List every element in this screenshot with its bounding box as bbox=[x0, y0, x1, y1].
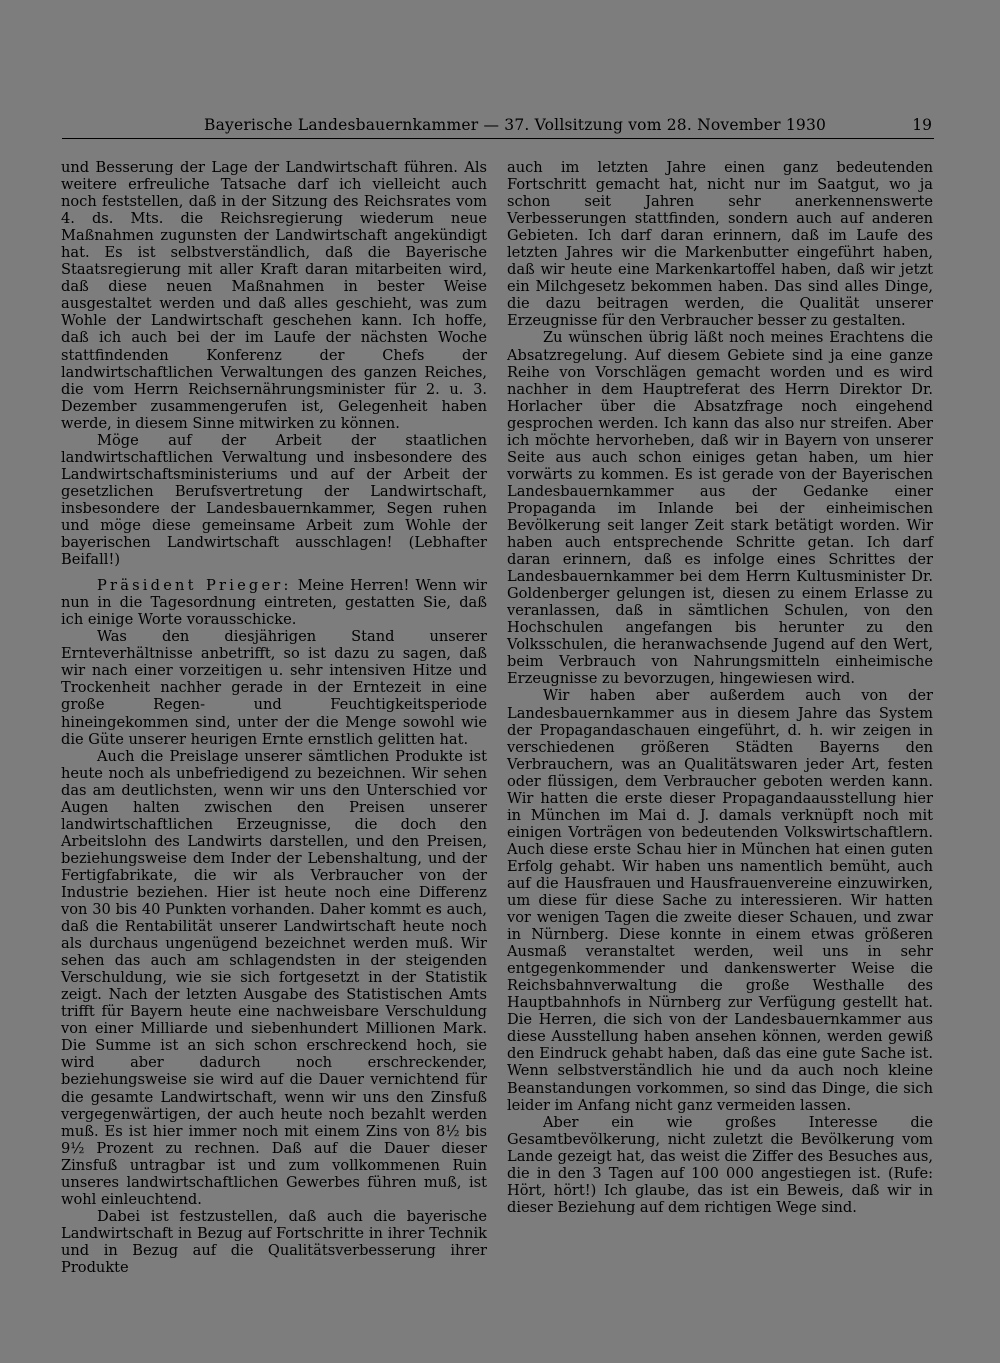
paragraph: und Besserung der Lage der Landwirtschaft führen. Als weitere erfreuliche Tatsache darf ich vielleicht auch noch feststellen, daß in der Sitzung des Reichsrates vom 4. ds. Mts. die Reichsregierung wiederum neue Maßnahmen zugunsten der Landwirtschaft angekündigt hat. Es ist selbstverständlich, daß die Bayerische Staatsregierung mit aller Kraft daran mitarbeiten wird, daß diese neuen Maßnahmen in bester Weise ausgestaltet werden und daß alles geschieht, was zum Wohle der Landwirtschaft geschehen kann. Ich hoffe, daß ich auch bei der im Laufe der nächsten Woche stattfindenden Konferenz der Chefs der landwirtschaftlichen Verwaltungen des ganzen Reiches, die vom Herrn Reichsernährungsminister für 2. u. 3. Dezember zusammengerufen ist, Gelegenheit haben werde, in diesem Sinne mitwirken zu können. bbox=[61, 159, 487, 432]
paragraph: Was den diesjährigen Stand unserer Ernteverhältnisse anbetrifft, so ist dazu zu sagen, daß wir nach einer vorzeitigen u. sehr intensiven Hitze und Trockenheit nachher gerade in der Erntezeit in eine große Regen- und Feuchtigkeitsperiode hineingekommen sind, unter der die Menge sowohl wie die Güte unserer heurigen Ernte ernstlich gelitten hat. bbox=[61, 628, 487, 748]
speaker-paragraph bbox=[61, 577, 487, 628]
left-column bbox=[61, 159, 487, 1276]
paragraph: auch im letzten Jahre einen ganz bedeutenden Fortschritt gemacht hat, nicht nur im Saatgut, wo ja schon seit Jahren sehr anerkennenswerte Verbesserungen stattfinden, sondern auch auf anderen Gebieten. Ich darf daran erinnern, daß im Laufe des letzten Jahres wir die Markenbutter eingeführt haben, daß wir heute eine Markenkartoffel haben, daß wir jetzt ein Milchgesetz bekommen haben. Das sind alles Dinge, die dazu beitragen werden, die Qualität unserer Erzeugnisse für den Verbraucher besser zu gestalten. bbox=[507, 159, 933, 330]
paragraph: Wir haben aber außerdem auch von der Landesbauernkammer aus in diesem Jahre das System der Propagandaschauen eingeführt, d. h. wir zeigen in verschiedenen größeren Städten Bayerns den Verbrauchern, was an Qualitätswaren jeder Art, festen oder flüssigen, dem Verbraucher geboten werden kann. Wir hatten die erste dieser Propagandaausstellung hier in München im Mai d. J. damals verknüpft noch mit einigen Vorträgen von bedeutenden Volkswirtschaftlern. Auch diese erste Schau hier in München hat einen guten Erfolg gehabt. Wir haben uns namentlich bemüht, auch auf die Hausfrauen und Hausfrauenvereine einzuwirken, um diese für diese Sache zu interessieren. Wir hatten vor wenigen Tagen die zweite dieser Schauen, und zwar in Nürnberg. Diese konnte in einem etwas größeren Ausmaß veranstaltet werden, weil uns in sehr entgegenkommender und dankenswerter Weise die Reichsbahnverwaltung die große Westhalle des Hauptbahnhofs in Nürnberg zur Verfügung gestellt hat. Die Herren, die sich von der Landesbauernkammer aus diese Ausstellung haben ansehen können, werden gewiß den Eindruck gehabt haben, daß das eine gute Sache ist. Wenn selbstverständlich hie und da auch noch kleine Beanstandungen vorkommen, so sind das Dinge, die sich leider im Anfang nicht ganz vermeiden lassen. bbox=[507, 687, 933, 1114]
paragraph: Auch die Preislage unserer sämtlichen Produkte ist heute noch als unbefriedigend zu bezeichnen. Wir sehen das am deutlichsten, wenn wir uns den Unterschied vor Augen halten zwischen den Preisen unserer landwirtschaftlichen Erzeugnisse, die doch den Arbeitslohn des Landwirts darstellen, und den Preisen, beziehungsweise dem Inder der Lebenshaltung, und der Fertigfabrikate, die wir als Verbraucher von der Industrie beziehen. Hier ist heute noch eine Differenz von 30 bis 40 Punkten vorhanden. Daher kommt es auch, daß die Rentabilität unserer Landwirtschaft heute noch als durchaus ungenügend bezeichnet werden muß. Wir sehen das auch am schlagendsten in der steigenden Verschuldung, wie sie sich fortgesetzt in der Statistik zeigt. Nach der letzten Ausgabe des Statistischen Amts trifft für Bayern heute eine nachweisbare Verschuldung von einer Milliarde und siebenhundert Millionen Mark. Die Summe ist an sich schon erschreckend hoch, sie wird aber dadurch noch erschreckender, beziehungsweise sie wird auf die Dauer vernichtend für die gesamte Landwirtschaft, wenn wir uns den Zinsfuß vergegenwärtigen, der auch heute noch bezahlt werden muß. Es ist hier immer noch mit einem Zins von 8½ bis 9½ Prozent zu rechnen. Daß auf die Dauer dieser Zinsfuß untragbar ist und zum vollkommenen Ruin unseres landwirtschaftlichen Gewerbes führen muß, ist wohl einleuchtend. bbox=[61, 747, 487, 1208]
running-header bbox=[62, 116, 934, 139]
paragraph: Aber ein wie großes Interesse die Gesamtbevölkerung, nicht zuletzt die Bevölkerung vom Lande gezeigt hat, das weist die Ziffer des Besuches aus, die in den 3 Tagen auf 100 000 angestiegen ist. (Rufe: Hört, hört!) Ich glaube, das ist ein Beweis, daß wir in dieser Beziehung auf dem richtigen Wege sind. bbox=[507, 1113, 933, 1216]
speaker-name: Präsident Prieger: bbox=[97, 577, 292, 595]
right-column bbox=[507, 159, 933, 1216]
paragraph: Zu wünschen übrig läßt noch meines Erachtens die Absatzregelung. Auf diesem Gebiete sind ja eine ganze Reihe von Vorschlägen gemacht worden und es wird nachher in dem Hauptreferat des Herrn Direktor Dr. Horlacher über die Absatzfrage noch eingehend gesprochen werden. Ich kann das also nur streifen. Aber ich möchte hervorheben, daß wir in Bayern von unserer Seite aus auch schon einiges getan haben, um hier vorwärts zu kommen. Es ist gerade von der Bayerischen Landesbauernkammer aus der Gedanke einer Propaganda im Inlande bei der einheimischen Bevölkerung seit langer Zeit stark betätigt worden. Wir haben auch entsprechende Schritte getan. Ich darf daran erinnern, daß es infolge eines Schrittes der Landesbauernkammer bei dem Herrn Kultusminister Dr. Goldenberger gelungen ist, diesen zu einem Erlasse zu veranlassen, daß in sämtlichen Schulen, von den Hochschulen angefangen bis herunter zu den Volksschulen, die heranwachsende Jugend auf den Wert, beim Verbrauch von Nahrungsmitteln einheimische Erzeugnisse zu bevorzugen, hingewiesen wird. bbox=[507, 329, 933, 688]
header-title: Bayerische Landesbauernkammer — 37. Vollsitzung vom 28. November 1930 bbox=[204, 116, 827, 134]
paragraph: Möge auf der Arbeit der staatlichen landwirtschaftlichen Verwaltung und insbesondere des Landwirtschaftsministeriums und auf der Arbeit der gesetzlichen Berufsvertretung der Landwirtschaft, insbesondere der Landesbauernkammer, Segen ruhen und möge diese gemeinsame Arbeit zum Wohle der bayerischen Landwirtschaft ausschlagen! (Lebhafter Beifall!) bbox=[61, 431, 487, 569]
paragraph: Dabei ist festzustellen, daß auch die bayerische Landwirtschaft in Bezug auf Fortschritte in ihrer Technik und in Bezug auf die Qualitätsverbesserung ihrer Produkte bbox=[61, 1207, 487, 1276]
page-number: 19 bbox=[912, 116, 932, 134]
speaker-text: Meine Herren! Wenn wir nun in die Tagesordnung eintreten, gestatten Sie, daß ich einige Worte vorausschicke. bbox=[61, 577, 488, 629]
